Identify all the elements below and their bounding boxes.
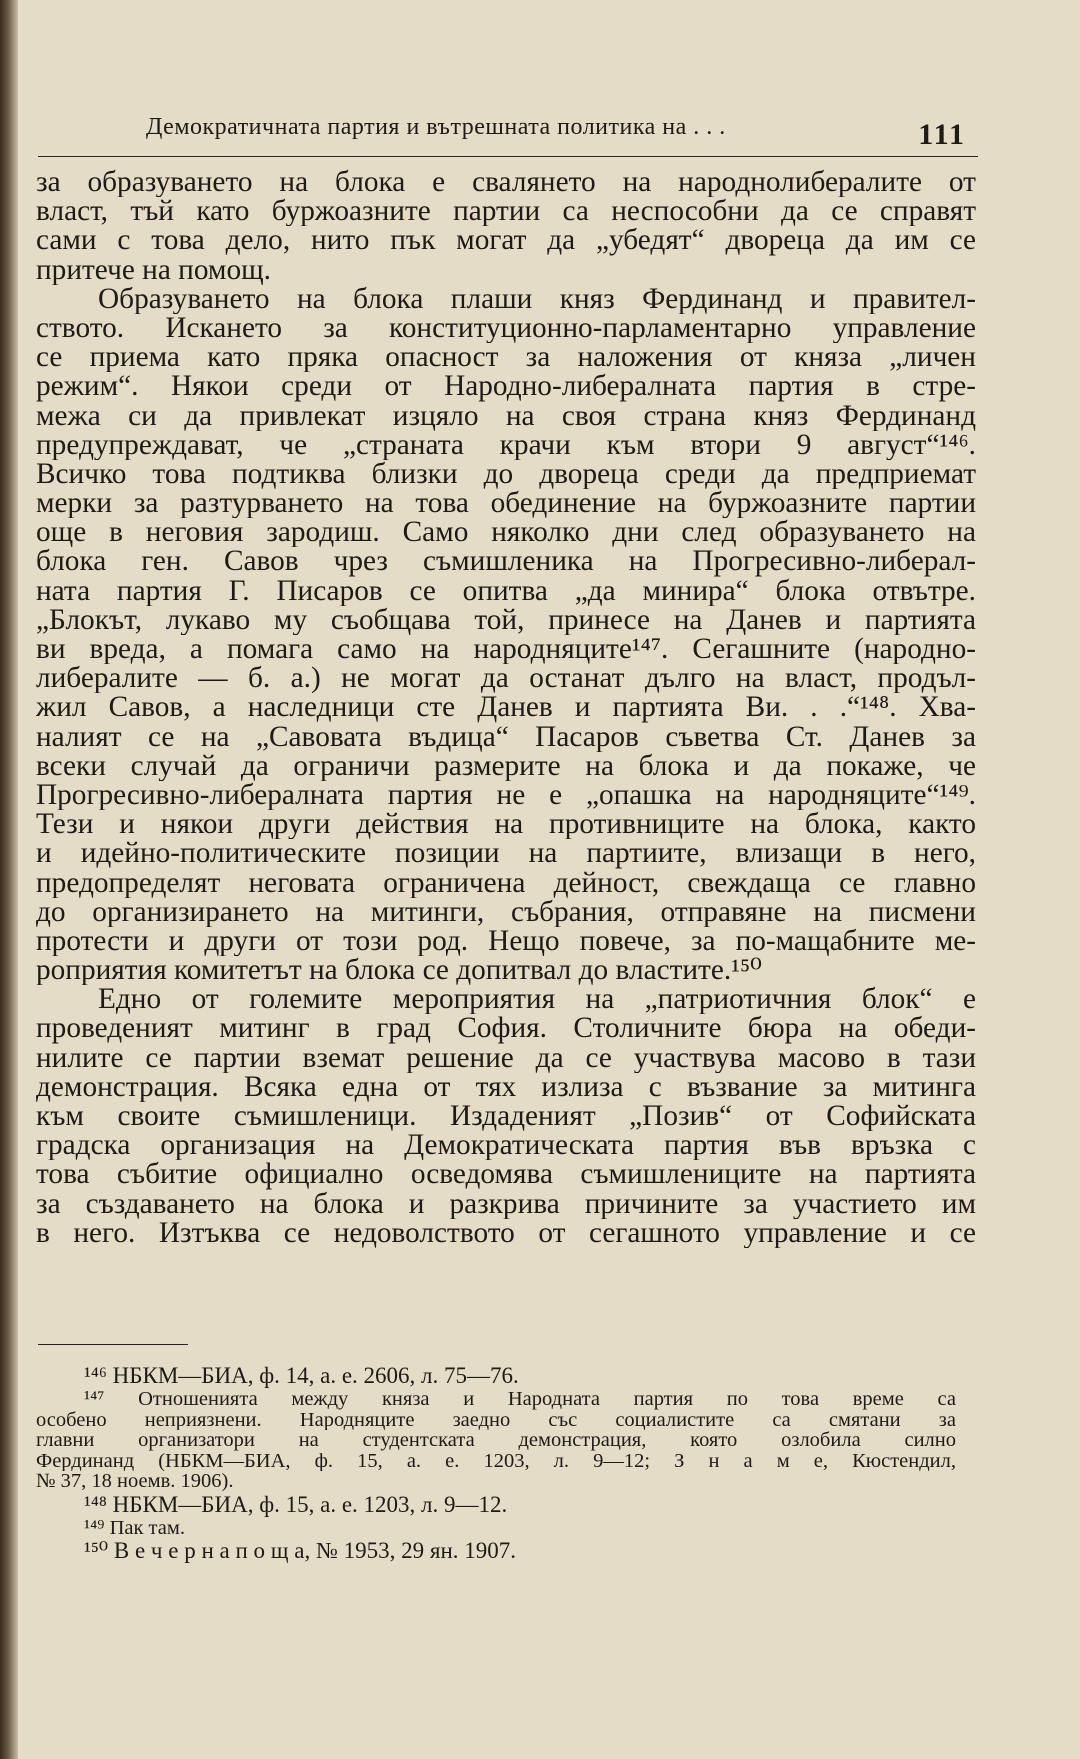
text-line: демонстрация. Всяка една от тях излиза с възвание за митинга [36, 1072, 976, 1102]
text-line: за образуването на блока е свалянето на народнолибералите от [36, 168, 976, 198]
running-title: Демократичната партия и вътрешната политика на . . . [146, 114, 726, 140]
text-line: и идейно-политическите позиции на партиите, влизащи в него, [36, 839, 976, 869]
text-line: към своите съмишленици. Издаденият „Позив“ от Софийската [36, 1102, 976, 1132]
text-line: това събитие официално осведомява съмишлениците на партията [36, 1160, 976, 1190]
text-line: межа си да привлекат изцяло на своя страна княз Фердинанд [36, 401, 976, 431]
text-line: предопределят неговата ограничена дейност, свеждаща се главно [36, 868, 976, 898]
page-number: 111 [918, 118, 966, 151]
text-line: мерки за разтурването на това обединение на буржоазните партии [36, 489, 976, 519]
text-line: предупреждават, че „страната крачи към втори 9 август“¹⁴⁶. [36, 430, 976, 460]
footnotes [36, 1363, 956, 1564]
text-line: се приема като пряка опасност за наложения от княза „личен [36, 343, 976, 373]
footnote-147-cont: № 37, 18 ноемв. 1906). [36, 1471, 234, 1492]
text-line: до организирането на митинги, събрания, отправяне на писмени [36, 897, 976, 927]
text-line: роприятия комитетът на блока се допитвал до властите.¹⁵⁰ [36, 956, 762, 986]
text-line: Прогресивно-либералната партия не е „опашка на народняците“¹⁴⁹. [36, 780, 976, 811]
footnote-149: ¹⁴⁹ Пак там. [84, 1517, 185, 1538]
text-line: „Блокът, лукаво му съобщава той, принесе на Данев и партията [36, 605, 976, 635]
text-line: проведеният митинг в град София. Столичните бюра на обеди- [36, 1014, 976, 1044]
text-line: налият се на „Савовата въдица“ Пасаров съветва Ст. Данев за [36, 722, 976, 752]
text-line: всеки случай да ограничи размерите на блока и да покаже, че [36, 751, 976, 781]
running-header [38, 108, 978, 157]
text-line: Едно от големите мероприятия на „патриотичния блок“ е [98, 985, 976, 1015]
text-line: Образуването на блока плаши княз Фердинанд и правител- [98, 284, 976, 314]
text-line: за създаването на блока и разкрива причините за участието им [36, 1189, 976, 1219]
text-line: градска организация на Демократическата партия във връзка с [36, 1131, 976, 1161]
text-line: сами с това дело, нито пък могат да „убедят“ двореца да им се [36, 226, 976, 256]
book-spine-shadow [0, 0, 18, 1759]
text-line: либералите — б. а.) не могат да останат дълго на власт, продъл- [36, 664, 976, 694]
footnote-147: ¹⁴⁷ Отношенията между княза и Народната партия по това време са [84, 1389, 956, 1410]
text-line: жил Савов, а наследници сте Данев и партията Ви. . .“¹⁴⁸. Хва- [36, 693, 976, 723]
text-line: в него. Изтъква се недоволството от сегашното управление и се [36, 1218, 976, 1248]
text-line: протести и други от този род. Нещо повече, за по-мащабните ме- [36, 926, 976, 957]
footnote-148: ¹⁴⁸ НБКМ—БИА, ф. 15, а. е. 1203, л. 9—12. [84, 1491, 508, 1517]
text-line: Тези и някои други действия на противниците на блока, както [36, 810, 976, 840]
text-line: ството. Искането за конституционно-парламентарно управление [36, 313, 976, 344]
footnote-147-cont: Фердинанд (НБКМ—БИА, ф. 15, а. е. 1203, л. 9—12; З н а м е, Кюстендил, [36, 1450, 956, 1471]
text-line: ви вреда, а помага само на народняците¹⁴⁷. Сегашните (народно- [36, 635, 976, 665]
footnote-146: ¹⁴⁶ НБКМ—БИА, ф. 14, а. е. 2606, л. 75—76. [84, 1363, 519, 1388]
text-line: власт, тъй като буржоазните партии са неспособни да се справят [36, 197, 976, 227]
footnote-147-cont: главни организатори на студентската демонстрация, която озлобила силно [36, 1430, 956, 1451]
footnote-150: ¹⁵⁰ В е ч е р н а п о щ а, № 1953, 29 ян. 1907. [84, 1538, 517, 1563]
text-line: още в неговия зародиш. Само няколко дни след образуването на [36, 518, 976, 548]
text-line: притече на помощ. [36, 255, 271, 285]
text-line: ната партия Г. Писаров се опитва „да минира“ блока отвътре. [36, 576, 976, 606]
main-text [36, 168, 976, 1248]
text-line: Всичко това подтиква близки до двореца среди да предприемат [36, 459, 976, 490]
text-line: режим“. Някои среди от Народно-либералната партия в стре- [36, 372, 976, 402]
text-line: нилите се партии вземат решение да се участвува масово в тази [36, 1043, 976, 1073]
footnote-divider [38, 1344, 188, 1345]
text-line: блока ген. Савов чрез съмишленика на Прогресивно-либерал- [36, 547, 976, 577]
footnote-147-cont: особено неприязнени. Народняците заедно със социалистите са смятани за [36, 1409, 956, 1430]
